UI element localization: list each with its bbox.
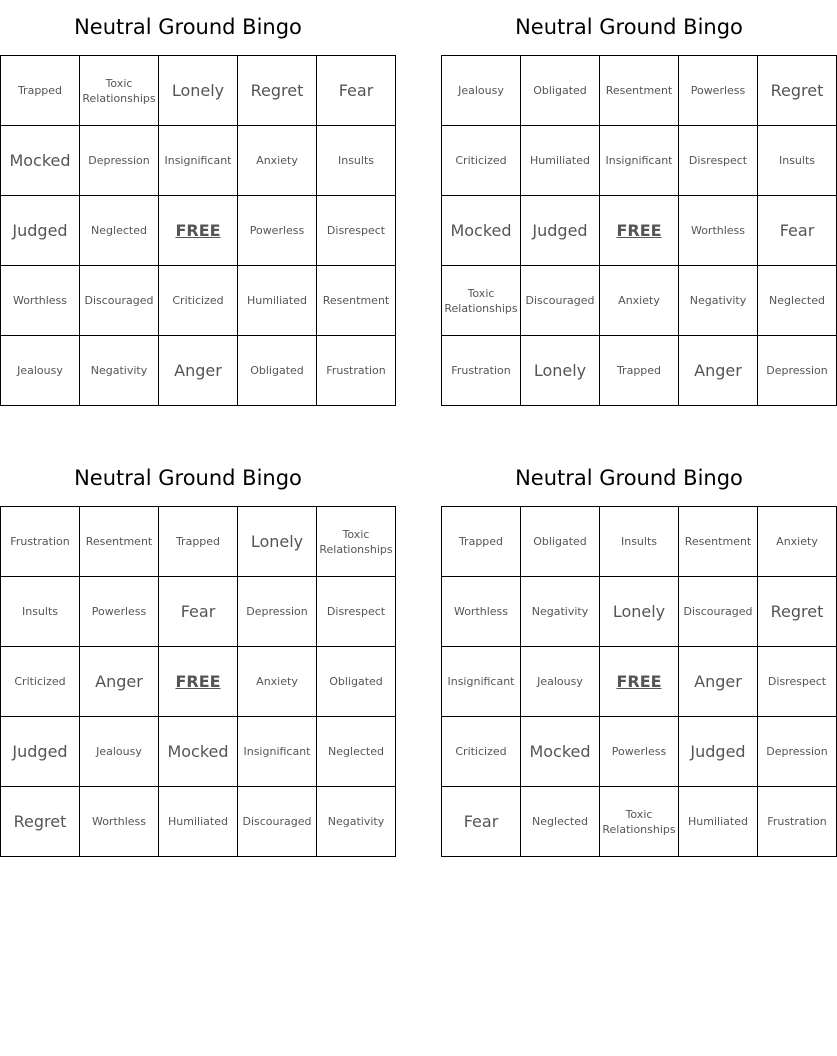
bingo-cell: Fear — [758, 196, 837, 266]
bingo-cell: Jealousy — [521, 647, 600, 717]
bingo-cell: Mocked — [1, 126, 80, 196]
bingo-cell: Obligated — [317, 647, 396, 717]
bingo-cell: Mocked — [442, 196, 521, 266]
grid-row — [1, 647, 396, 717]
bingo-cell: Disrespect — [317, 577, 396, 647]
grid-row — [1, 56, 396, 126]
bingo-cell: Insults — [1, 577, 80, 647]
bingo-cell: Insignificant — [238, 717, 317, 787]
bingo-cell: Anger — [80, 647, 159, 717]
bingo-cell: Humiliated — [238, 266, 317, 336]
bingo-cell: Negativity — [317, 787, 396, 857]
grid-row — [442, 787, 837, 857]
bingo-cell: Disrespect — [758, 647, 837, 717]
card-title: Neutral Ground Bingo — [515, 466, 743, 490]
free-space-cell: FREE — [600, 647, 679, 717]
bingo-cell: Trapped — [1, 56, 80, 126]
bingo-cell: Discouraged — [238, 787, 317, 857]
bingo-cell: Resentment — [600, 56, 679, 126]
grid-row — [1, 126, 396, 196]
bingo-cell: Fear — [159, 577, 238, 647]
bingo-card-3 — [0, 451, 393, 857]
bingo-cell: Fear — [442, 787, 521, 857]
bingo-cell: Judged — [521, 196, 600, 266]
card-title: Neutral Ground Bingo — [515, 15, 743, 39]
bingo-card-4 — [441, 451, 828, 857]
bingo-cell: Mocked — [159, 717, 238, 787]
bingo-cell: Frustration — [442, 336, 521, 406]
bingo-cell: Anger — [679, 336, 758, 406]
bingo-cell: Humiliated — [159, 787, 238, 857]
bingo-cell: Criticized — [1, 647, 80, 717]
bingo-grid — [0, 506, 396, 857]
bingo-cell: Powerless — [238, 196, 317, 266]
bingo-cell: Disrespect — [679, 126, 758, 196]
bingo-cell: Obligated — [238, 336, 317, 406]
bingo-cell: Regret — [1, 787, 80, 857]
bingo-cell: Insignificant — [159, 126, 238, 196]
bingo-cell: Powerless — [600, 717, 679, 787]
bingo-cell: Anxiety — [238, 647, 317, 717]
grid-row — [1, 196, 396, 266]
bingo-grid — [441, 55, 837, 406]
bingo-cell: Insignificant — [442, 647, 521, 717]
bingo-cell: Negativity — [80, 336, 159, 406]
bingo-cell: Toxic Relationships — [317, 507, 396, 577]
bingo-card-2 — [441, 0, 828, 406]
bingo-cell: Powerless — [80, 577, 159, 647]
bingo-cell: Worthless — [679, 196, 758, 266]
bingo-cell: Trapped — [600, 336, 679, 406]
bingo-cell: Regret — [238, 56, 317, 126]
bingo-cell: Humiliated — [679, 787, 758, 857]
bingo-cell: Anxiety — [758, 507, 837, 577]
bingo-cell: Lonely — [159, 56, 238, 126]
bingo-cell: Criticized — [442, 717, 521, 787]
bingo-cell: Depression — [80, 126, 159, 196]
bingo-cell: Judged — [1, 717, 80, 787]
bingo-cell: Anger — [159, 336, 238, 406]
grid-row — [1, 266, 396, 336]
bingo-cell: Resentment — [317, 266, 396, 336]
grid-row — [442, 126, 837, 196]
bingo-cell: Regret — [758, 56, 837, 126]
bingo-cell: Insults — [600, 507, 679, 577]
card-title: Neutral Ground Bingo — [74, 466, 302, 490]
bingo-cell: Jealousy — [442, 56, 521, 126]
bingo-cell: Anger — [679, 647, 758, 717]
bingo-cell: Jealousy — [1, 336, 80, 406]
bingo-cell: Criticized — [442, 126, 521, 196]
bingo-cell: Toxic Relationships — [80, 56, 159, 126]
bingo-cell: Insignificant — [600, 126, 679, 196]
bingo-grid — [0, 55, 396, 406]
bingo-cell: Depression — [758, 717, 837, 787]
bingo-card-1 — [0, 0, 390, 406]
free-space-cell: FREE — [600, 196, 679, 266]
bingo-cell: Neglected — [317, 717, 396, 787]
bingo-cell: Neglected — [80, 196, 159, 266]
grid-row — [442, 507, 837, 577]
bingo-cell: Toxic Relationships — [600, 787, 679, 857]
bingo-cell: Obligated — [521, 507, 600, 577]
grid-row — [442, 56, 837, 126]
bingo-cell: Trapped — [159, 507, 238, 577]
grid-row — [1, 507, 396, 577]
card-title: Neutral Ground Bingo — [74, 15, 302, 39]
bingo-cell: Lonely — [238, 507, 317, 577]
bingo-cell: Worthless — [80, 787, 159, 857]
bingo-cell: Discouraged — [80, 266, 159, 336]
bingo-cell: Judged — [679, 717, 758, 787]
grid-row — [442, 647, 837, 717]
bingo-cell: Discouraged — [521, 266, 600, 336]
bingo-cell: Negativity — [521, 577, 600, 647]
bingo-cell: Humiliated — [521, 126, 600, 196]
bingo-cell: Criticized — [159, 266, 238, 336]
bingo-cell: Insults — [317, 126, 396, 196]
grid-row — [442, 196, 837, 266]
free-space-cell: FREE — [159, 647, 238, 717]
bingo-cell: Trapped — [442, 507, 521, 577]
bingo-grid — [441, 506, 837, 857]
grid-row — [1, 336, 396, 406]
bingo-cell: Depression — [758, 336, 837, 406]
bingo-cell: Resentment — [80, 507, 159, 577]
bingo-cell: Anxiety — [600, 266, 679, 336]
bingo-cell: Powerless — [679, 56, 758, 126]
bingo-cell: Frustration — [317, 336, 396, 406]
grid-row — [442, 336, 837, 406]
bingo-cell: Jealousy — [80, 717, 159, 787]
bingo-cell: Discouraged — [679, 577, 758, 647]
bingo-cell: Obligated — [521, 56, 600, 126]
bingo-cell: Neglected — [521, 787, 600, 857]
bingo-cell: Depression — [238, 577, 317, 647]
bingo-cell: Worthless — [442, 577, 521, 647]
grid-row — [442, 577, 837, 647]
bingo-cell: Regret — [758, 577, 837, 647]
bingo-cell: Mocked — [521, 717, 600, 787]
free-space-cell: FREE — [159, 196, 238, 266]
bingo-cell: Worthless — [1, 266, 80, 336]
bingo-cell: Judged — [1, 196, 80, 266]
grid-row — [1, 717, 396, 787]
bingo-cell: Anxiety — [238, 126, 317, 196]
grid-row — [442, 717, 837, 787]
grid-row — [442, 266, 837, 336]
bingo-cell: Frustration — [758, 787, 837, 857]
bingo-cell: Lonely — [600, 577, 679, 647]
bingo-cell: Negativity — [679, 266, 758, 336]
bingo-cell: Insults — [758, 126, 837, 196]
grid-row — [1, 577, 396, 647]
grid-row — [1, 787, 396, 857]
bingo-cell: Resentment — [679, 507, 758, 577]
bingo-cell: Lonely — [521, 336, 600, 406]
bingo-cell: Neglected — [758, 266, 837, 336]
bingo-cell: Disrespect — [317, 196, 396, 266]
bingo-cell: Fear — [317, 56, 396, 126]
bingo-cell: Toxic Relationships — [442, 266, 521, 336]
bingo-cell: Frustration — [1, 507, 80, 577]
